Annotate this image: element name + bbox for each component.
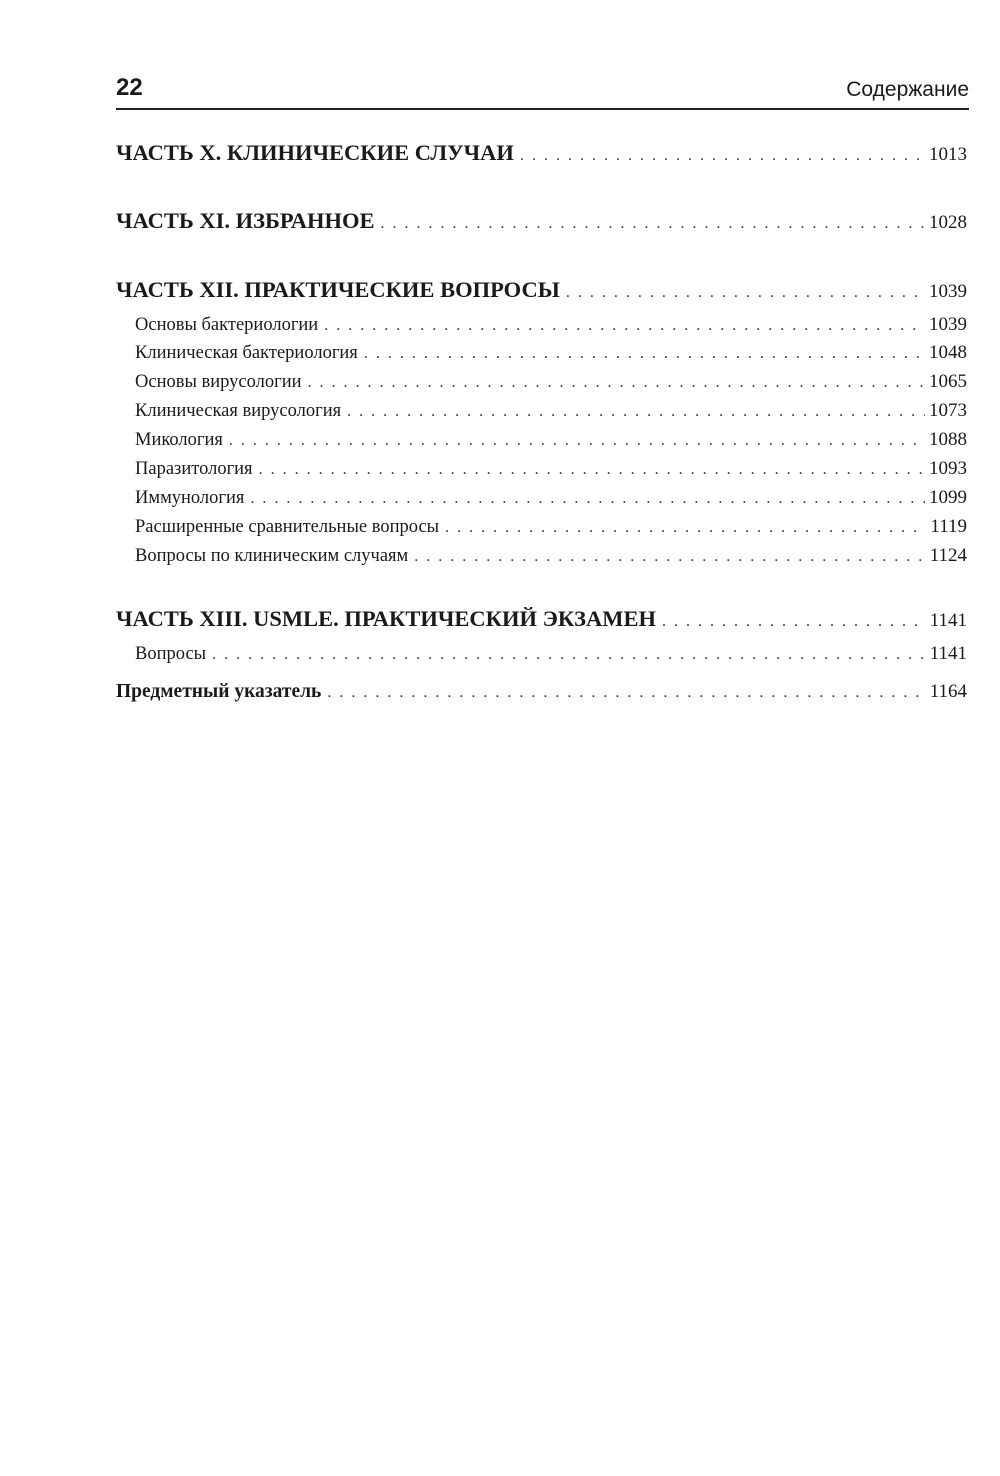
toc-sub-entry	[116, 516, 967, 538]
toc-entry-title: Клиническая бактериология	[135, 343, 358, 363]
toc-entry-title: Иммунология	[135, 488, 245, 508]
toc-entry-title: Основы бактериологии	[135, 315, 319, 335]
dot-leader	[347, 403, 925, 422]
toc-entry-title: Микология	[135, 430, 223, 450]
toc-entry-page: 1119	[930, 516, 967, 537]
toc-sub-entry	[116, 314, 967, 336]
toc-entry-page: 1099	[929, 487, 967, 508]
dot-leader	[250, 490, 925, 509]
toc-sub-entry	[116, 487, 967, 509]
toc-entry-title: Вопросы	[135, 644, 207, 664]
toc-entry-title: Клиническая вирусология	[135, 401, 342, 421]
toc-part-xii	[116, 277, 967, 303]
toc-entry-title: Расширенные сравнительные вопросы	[135, 517, 440, 537]
dot-leader	[308, 374, 926, 393]
toc-entry-page: 1039	[929, 281, 967, 302]
toc-entry-title: Вопросы по клиническим случаям	[135, 546, 409, 566]
toc-sub-entry	[116, 400, 967, 422]
toc-entry-title: ЧАСТЬ XIII. USMLE. ПРАКТИЧЕСКИЙ ЭКЗАМЕН	[116, 606, 657, 631]
dot-leader	[414, 548, 925, 567]
dot-leader	[212, 646, 926, 665]
toc-sub-entry	[116, 429, 967, 451]
toc-part-xi	[116, 208, 967, 234]
dot-leader	[566, 284, 925, 303]
toc-entry-page: 1088	[929, 429, 967, 450]
dot-leader	[229, 432, 925, 451]
dot-leader	[324, 317, 925, 336]
toc-sub-entry	[116, 458, 967, 480]
dot-leader	[259, 461, 925, 480]
toc-sub-entry	[116, 545, 967, 567]
toc-index-entry	[116, 681, 967, 703]
dot-leader	[327, 684, 925, 703]
toc-entry-page: 1013	[929, 144, 967, 165]
dot-leader	[364, 345, 925, 364]
toc-entry-title: Паразитология	[135, 459, 253, 479]
dot-leader	[445, 519, 926, 538]
toc-sub-entry	[116, 371, 967, 393]
toc-part-xiii	[116, 606, 967, 632]
toc-entry-page: 1164	[929, 681, 967, 702]
toc-entry-page: 1141	[929, 643, 967, 664]
toc-entry-title: ЧАСТЬ X. КЛИНИЧЕСКИЕ СЛУЧАИ	[116, 140, 514, 165]
toc-entry-title: Предметный указатель	[116, 681, 322, 702]
dot-leader	[520, 147, 925, 166]
toc-entry-title: ЧАСТЬ XII. ПРАКТИЧЕСКИЕ ВОПРОСЫ	[116, 277, 560, 302]
running-title: Содержание	[846, 78, 969, 101]
toc-entry-page: 1141	[929, 610, 967, 631]
toc-entry-page: 1093	[929, 458, 967, 479]
toc-entry-title: Основы вирусологии	[135, 372, 302, 392]
toc-sub-entry	[116, 643, 967, 665]
page-number: 22	[116, 74, 143, 101]
toc-entry-page: 1028	[929, 212, 967, 233]
toc-entry-page: 1124	[929, 545, 967, 566]
toc-entry-page: 1073	[929, 400, 967, 421]
dot-leader	[662, 613, 926, 632]
toc-part-x	[116, 140, 967, 166]
toc-entry-page: 1048	[929, 342, 967, 363]
toc-entry-page: 1039	[929, 314, 967, 335]
toc-entry-page: 1065	[929, 371, 967, 392]
toc-entry-title: ЧАСТЬ XI. ИЗБРАННОЕ	[116, 208, 375, 233]
dot-leader	[381, 215, 925, 234]
toc-sub-entry	[116, 342, 967, 364]
page-header	[116, 70, 969, 110]
